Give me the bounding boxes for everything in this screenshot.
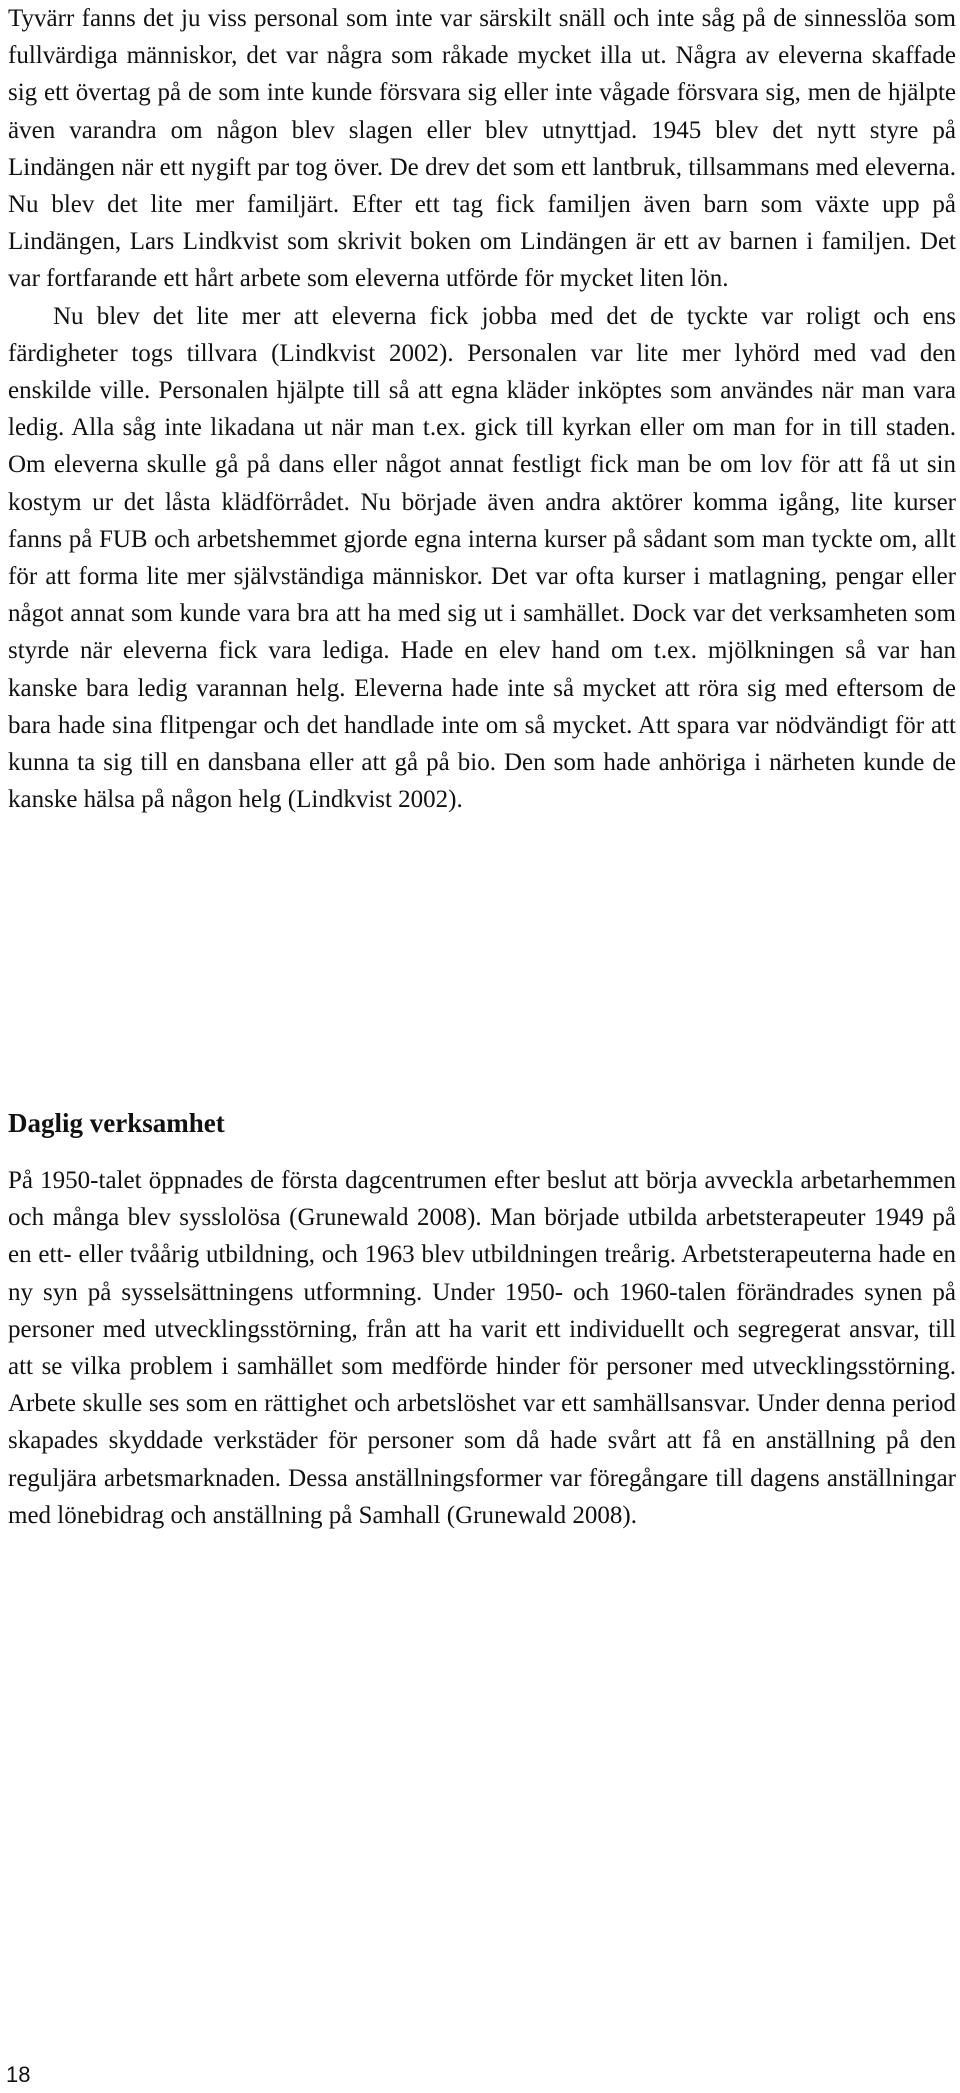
section-heading: Daglig verksamhet bbox=[8, 1108, 225, 1138]
body-paragraph: På 1950-talet öppnades de första dagcentrumen efter beslut att börja avveckla arbetarhemmen och många blev sysslolösa (Grunewald 2008). Man började utbilda arbetsterapeuter 1949 på en ett- eller tvåårig utbildning, och 1963 blev utbildningen treårig. Arbetsterapeuterna hade en ny syn på sysselsättningens utformning. Under 1950- och 1960-talen förändrades synen på personer med utvecklingsstörning, från att ha varit ett individuellt och segregerat ansvar, till att se vilka problem i samhället som medförde hinder för personer med utvecklingsstörning. Arbete skulle ses som en rättighet och arbetslöshet var ett samhällsansvar. Under denna period skapades skyddade verkstäder för personer som då hade svårt att få en anställning på den reguljära arbetsmarknaden. Dessa anställningsformer var föregångare till dagens anställningar med lönebidrag och anställning på Samhall (Grunewald 2008). bbox=[8, 1167, 956, 1529]
body-paragraph: Nu blev det lite mer att eleverna fick jobba med det de tyckte var roligt och ens färdigheter togs tillvara (Lindkvist 2002). Personalen var lite mer lyhörd med vad den enskilde ville. Personalen hjälpte till så att egna kläder inköptes som användes när man vara ledig. Alla såg inte likadana ut när man t.ex. gick till kyrkan eller om man for in till staden. Om eleverna skulle gå på dans eller något annat festligt fick man be om lov för att få ut sin kostym ur det låsta klädförrådet. Nu började även andra aktörer komma igång, lite kurser fanns på FUB och arbetshemmet gjorde egna interna kurser på sådant som man tyckte om, allt för att forma lite mer självständiga människor. Det var ofta kurser i matlagning, pengar eller något annat som kunde vara bra att ha med sig ut i samhället. Dock var det verksamheten som styrde när eleverna fick vara lediga. Hade en elev hand om t.ex. mjölkningen så var han kanske bara ledig varannan helg. Eleverna hade inte så mycket att röra sig med eftersom de bara hade sina flitpengar och det handlade inte om så mycket. Att spara var nödvändigt för att kunna ta sig till en dansbana eller att gå på bio. Den som hade anhöriga i närheten kunde de kanske hälsa på någon helg (Lindkvist 2002). bbox=[8, 302, 956, 814]
page-number: 18 bbox=[6, 2062, 31, 2087]
section-daglig-verksamhet bbox=[8, 1162, 956, 1534]
body-paragraph: Tyvärr fanns det ju viss personal som inte var särskilt snäll och inte såg på de sinnesslöa som fullvärdiga människor, det var några som råkade mycket illa ut. Några av eleverna skaffade sig ett övertag på de som inte kunde försvara sig eller inte vågade försvara sig, men de hjälpte även varandra om någon blev slagen eller blev utnyttjad. 1945 blev det nytt styre på Lindängen när ett nygift par tog över. De drev det som ett lantbruk, tillsammans med eleverna. Nu blev det lite mer familjärt. Efter ett tag fick familjen även barn som växte upp på Lindängen, Lars Lindkvist som skrivit boken om Lindängen är ett av barnen i familjen. Det var fortfarande ett hårt arbete som eleverna utförde för mycket liten lön. bbox=[8, 5, 956, 293]
section-lindangen-history bbox=[8, 0, 956, 818]
